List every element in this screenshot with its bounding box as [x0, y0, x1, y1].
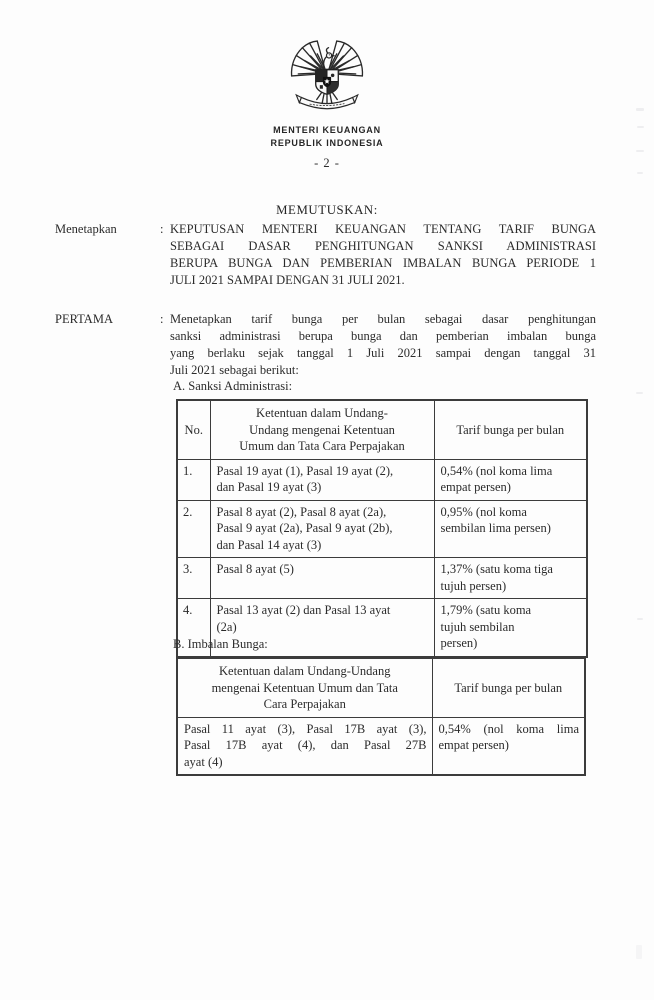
- scan-artifact: [636, 108, 644, 111]
- col-header-no: No.: [177, 400, 210, 459]
- row-ketentuan: Pasal 8 ayat (5): [210, 558, 434, 599]
- ministry-name: MENTERI KEUANGAN: [273, 125, 381, 135]
- row-ketentuan: Pasal 19 ayat (1), Pasal 19 ayat (2), dan Pasal 19 ayat (3): [210, 459, 434, 500]
- clause-label-pertama: PERTAMA: [55, 312, 113, 326]
- row-no: 1.: [177, 459, 210, 500]
- sanksi-administrasi-table: [176, 399, 588, 658]
- row-tarif: 0,54% (nol koma lima empat persen): [432, 717, 585, 775]
- clause-label-menetapkan: Menetapkan: [55, 222, 117, 236]
- clause-colon: :: [160, 222, 164, 236]
- clause-colon: :: [160, 312, 164, 326]
- scan-artifact: [636, 392, 643, 394]
- republic-name: REPUBLIK INDONESIA: [270, 137, 384, 148]
- letterhead: [0, 124, 654, 149]
- row-tarif: 0,54% (nol koma lima empat persen): [434, 459, 587, 500]
- garuda-emblem-svg: [289, 40, 365, 119]
- scan-artifact: [637, 126, 644, 128]
- row-ketentuan: Pasal 13 ayat (2) dan Pasal 13 ayat (2a): [210, 599, 434, 657]
- row-no: 3.: [177, 558, 210, 599]
- table-row: [177, 500, 587, 558]
- row-ketentuan: Pasal 11 ayat (3), Pasal 17B ayat (3), Pasal 17B ayat (4), dan Pasal 27B ayat (4): [177, 717, 432, 775]
- row-ketentuan: Pasal 8 ayat (2), Pasal 8 ayat (2a), Pasal 9 ayat (2a), Pasal 9 ayat (2b), dan Pasal 14 ayat (3): [210, 500, 434, 558]
- row-tarif: 1,37% (satu koma tiga tujuh persen): [434, 558, 587, 599]
- col-header-tarif: Tarif bunga per bulan: [432, 658, 585, 717]
- memutuskan-heading: MEMUTUSKAN:: [276, 203, 378, 217]
- col-header-tarif: Tarif bunga per bulan: [434, 400, 587, 459]
- scan-artifact: [637, 618, 643, 620]
- section-b-title: B. Imbalan Bunga:: [173, 637, 268, 651]
- col-header-ketentuan: Ketentuan dalam Undang-Undang mengenai Ketentuan Umum dan Tata Cara Perpajakan: [177, 658, 432, 717]
- scan-artifact: [637, 172, 643, 174]
- table-header-row: [177, 658, 585, 717]
- row-no: 2.: [177, 500, 210, 558]
- scan-artifact: [636, 150, 644, 152]
- clause-body-pertama: Menetapkan tarif bunga per bulan sebagai dasar penghitungan sanksi administrasi berupa bunga dan pemberian imbalan bunga yang berlaku sejak tanggal 1 Juli 2021 sampai dengan tanggal 31 Juli 2021 sebagai berikut:: [170, 312, 596, 377]
- row-tarif: 1,79% (satu koma tujuh sembilan persen): [434, 599, 587, 657]
- garuda-pancasila-icon: [0, 40, 654, 119]
- table-header-row: [177, 400, 587, 459]
- table-row: [177, 558, 587, 599]
- table-row: [177, 717, 585, 775]
- col-header-ketentuan: Ketentuan dalam Undang- Undang mengenai Ketentuan Umum dan Tata Cara Perpajakan: [210, 400, 434, 459]
- scan-artifact: [636, 945, 642, 959]
- row-tarif: 0,95% (nol koma sembilan lima persen): [434, 500, 587, 558]
- row-no: 4.: [177, 599, 210, 657]
- clause-body-menetapkan: KEPUTUSAN MENTERI KEUANGAN TENTANG TARIF BUNGA SEBAGAI DASAR PENGHITUNGAN SANKSI ADMINISTRASI BERUPA BUNGA DAN PEMBERIAN IMBALAN BUNGA PERIODE 1 JULI 2021 SAMPAI DENGAN 31 JULI 2021.: [170, 222, 596, 287]
- page-number: - 2 -: [314, 156, 340, 170]
- imbalan-bunga-table: [176, 657, 586, 776]
- table-row: [177, 459, 587, 500]
- section-a-title: A. Sanksi Administrasi:: [173, 379, 293, 393]
